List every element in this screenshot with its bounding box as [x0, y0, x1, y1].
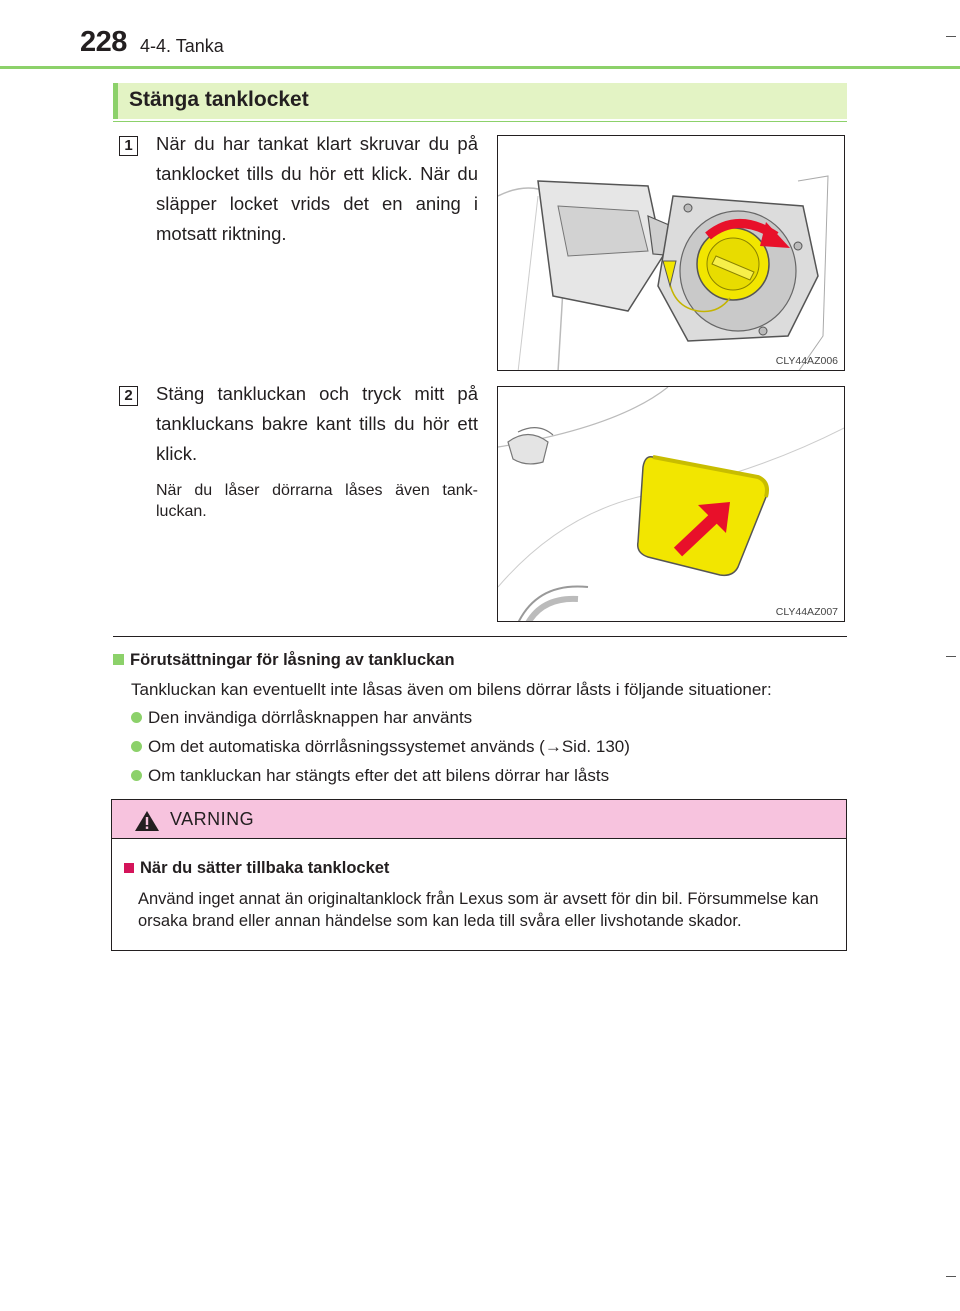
crop-mark	[946, 656, 956, 657]
fuel-door-illustration	[498, 387, 845, 622]
locking-conditions-intro: Tankluckan kan eventuellt inte låsas även om bilens dörrar låsts i följande situationer:	[131, 680, 772, 699]
bullet-dot-icon	[131, 770, 142, 781]
step-number-1: 1	[119, 136, 138, 156]
list-item	[131, 737, 630, 757]
list-item-text: Om tankluckan har stängts efter det att bilens dörrar har låsts	[148, 766, 610, 785]
warning-heading-text: När du sätter tillbaka tanklocket	[140, 859, 390, 877]
bullet-dot-icon	[131, 741, 142, 752]
locking-conditions-heading	[113, 651, 455, 670]
warning-header	[112, 800, 846, 839]
crop-mark	[946, 1276, 956, 1277]
section-heading-rule	[113, 121, 847, 122]
warning-triangle-icon	[134, 810, 160, 832]
step-2-note: När du låser dörrarna låses även tank-luckan.	[156, 482, 478, 520]
list-item-text: Den invändiga dörrlåsknappen har använts	[148, 708, 473, 727]
square-bullet-icon	[113, 654, 124, 665]
step-number-2: 2	[119, 386, 138, 406]
step-1-text: När du har tankat klart skruvar du på tanklocket tills du hör ett klick. När du släpper locket vrids det en aning i motsatt riktning.	[156, 133, 478, 244]
figure-fuel-door	[497, 386, 845, 622]
warning-text: Använd inget annat än originaltanklock från Lexus som är avsett för din bil. Försummelse kan orsaka brand eller annan händelse som kan leda till svåra eller livshotande skador.	[138, 890, 819, 930]
warning-heading	[124, 859, 389, 878]
square-bullet-icon	[124, 863, 134, 873]
section-title: Stänga tanklocket	[129, 88, 309, 111]
list-item	[131, 708, 472, 728]
step-2-text: Stäng tankluckan och tryck mitt på tankluckans bakre kant tills du hör ett klick.	[156, 383, 478, 464]
bullet-dot-icon	[131, 712, 142, 723]
page-number: 228	[80, 26, 127, 58]
crop-mark	[946, 36, 956, 37]
list-item-text[interactable]: Om det automatiska dörrlåsningssystemet används (→Sid. 130)	[148, 737, 630, 756]
section-divider	[113, 636, 847, 637]
warning-box	[111, 799, 847, 951]
fuel-cap-illustration	[498, 136, 845, 371]
locking-conditions-heading-text: Förutsättningar för låsning av tankluckan	[130, 651, 455, 669]
header-rule	[0, 66, 960, 69]
figure-code: CLY44AZ006	[775, 355, 838, 367]
chapter-title: 4-4. Tanka	[140, 36, 224, 56]
figure-code: CLY44AZ007	[775, 606, 838, 618]
list-item	[131, 766, 609, 786]
warning-title: VARNING	[170, 809, 255, 829]
section-heading	[113, 83, 847, 119]
figure-fuel-cap	[497, 135, 845, 371]
